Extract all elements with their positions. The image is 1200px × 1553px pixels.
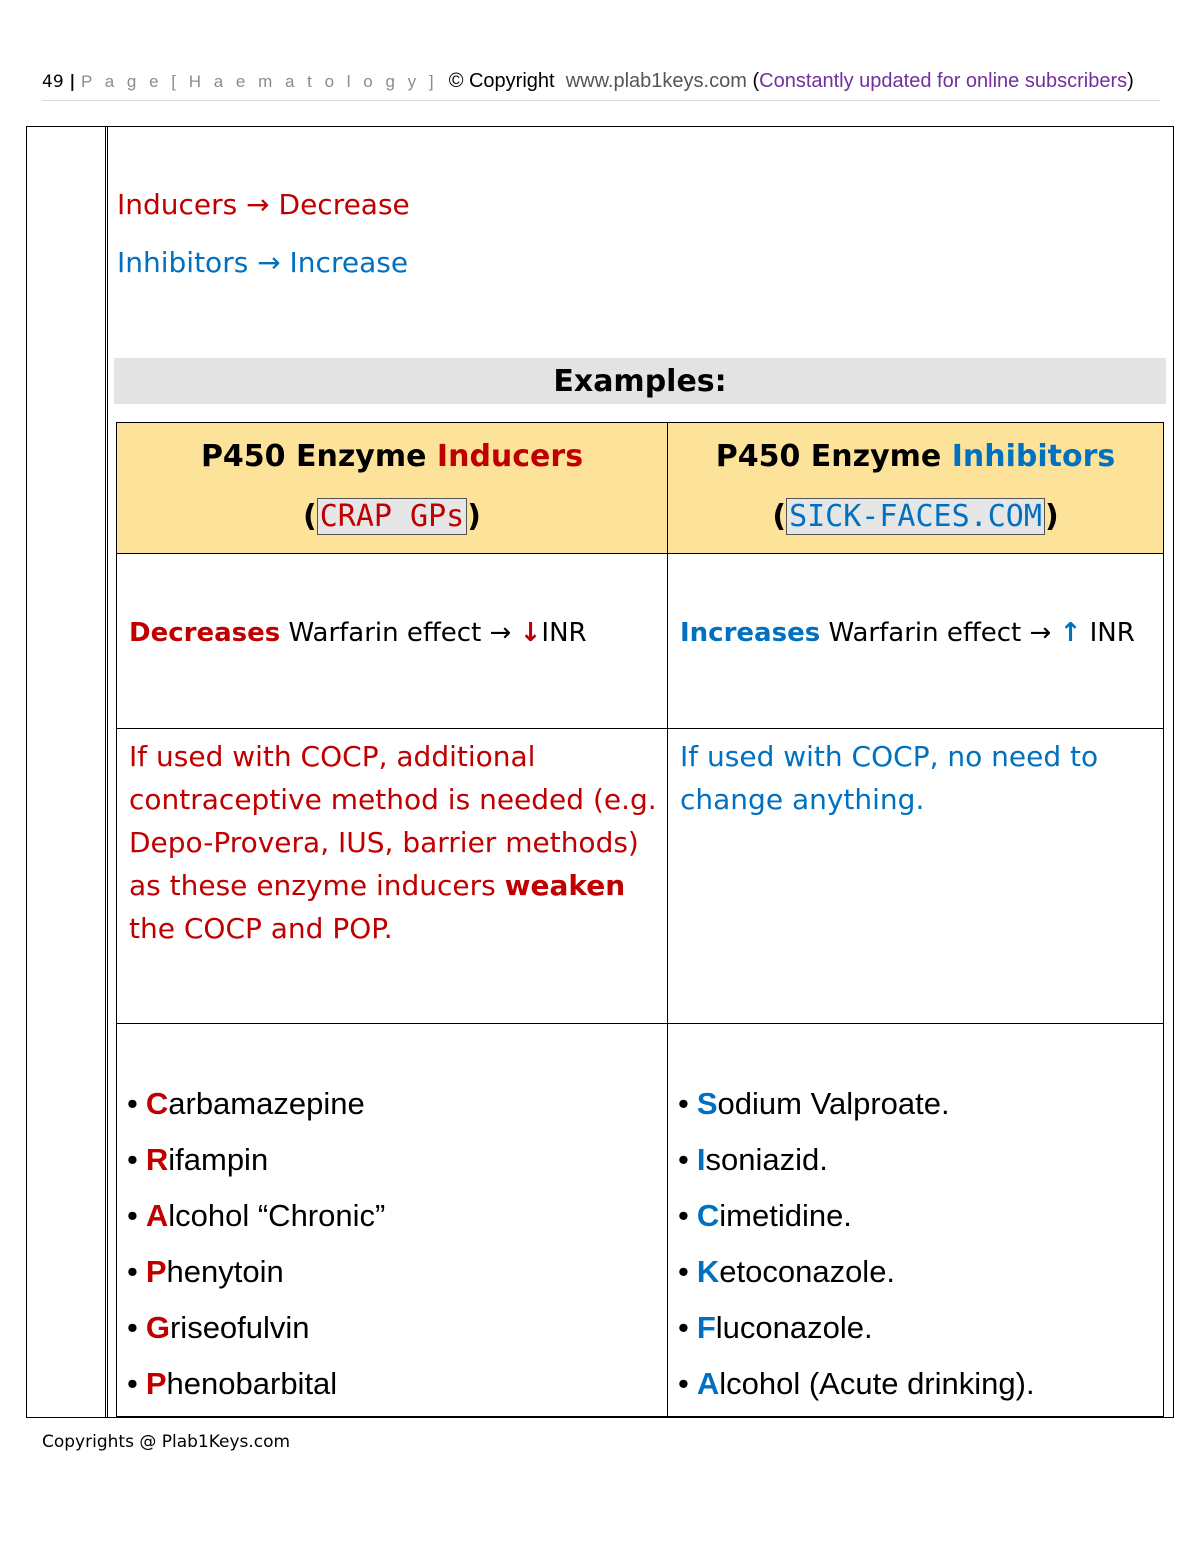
drug-name-rest: odium Valproate. <box>717 1086 950 1121</box>
bullet-icon: • <box>678 1310 689 1345</box>
drug-list-item <box>678 1300 1163 1356</box>
inducers-header-cell <box>117 423 668 554</box>
inducers-rule: Inducers → Decrease <box>117 188 410 221</box>
bullet-icon: • <box>678 1198 689 1233</box>
bullet-icon: • <box>678 1086 689 1121</box>
arrow-down-icon: ↓ <box>519 618 542 648</box>
inducers-cocp-end: the COCP and POP. <box>129 912 393 945</box>
inhibitors-cocp-cell <box>668 729 1164 1024</box>
mnemonic-letter: G <box>145 1310 170 1345</box>
inhibitors-header-cell <box>668 423 1164 554</box>
inducers-list-cell <box>117 1024 668 1417</box>
page-number: 49 <box>42 72 64 92</box>
drug-name-rest: etoconazole. <box>719 1254 896 1289</box>
open-paren: ( <box>752 70 760 92</box>
inducers-warfarin-cell <box>117 554 668 729</box>
mnemonic-letter: A <box>145 1198 169 1233</box>
drug-list-item <box>678 1356 1163 1412</box>
mnemonic-letter: R <box>145 1142 169 1177</box>
mnemonic-letter: C <box>145 1086 169 1121</box>
bullet-icon: • <box>678 1254 689 1289</box>
drug-list-item <box>127 1300 667 1356</box>
inhibitors-header-prefix: P450 Enzyme <box>715 439 952 474</box>
drug-list-item <box>678 1188 1163 1244</box>
mnemonic-letter: F <box>696 1310 716 1345</box>
header-separator: | <box>69 72 76 92</box>
drug-name-rest: imetidine. <box>719 1198 852 1233</box>
inhibitors-warfarin-cell <box>668 554 1164 729</box>
bullet-icon: • <box>678 1142 689 1177</box>
copyright-text: © Copyright <box>448 70 555 92</box>
drug-list-item <box>678 1076 1163 1132</box>
close-paren: ) <box>1127 70 1134 92</box>
drug-name-rest: arbamazepine <box>168 1086 365 1121</box>
mnemonic-letter: C <box>696 1198 720 1233</box>
drug-name-rest: ifampin <box>168 1142 269 1177</box>
inhibitors-mnemonic: SICK-FACES.COM <box>786 498 1045 535</box>
inducers-effect-end: INR <box>541 618 587 648</box>
examples-title: Examples: <box>114 358 1166 404</box>
close-paren: ) <box>467 499 481 534</box>
inducers-header-prefix: P450 Enzyme <box>200 439 437 474</box>
inducers-effect-text: Warfarin effect → <box>280 618 520 648</box>
open-paren: ( <box>772 499 787 534</box>
open-paren: ( <box>303 499 317 534</box>
page-header <box>42 70 1160 101</box>
inducers-cocp-cell <box>117 729 668 1024</box>
drug-list-item <box>678 1244 1163 1300</box>
drug-list-item <box>678 1132 1163 1188</box>
inducers-header-keyword: Inducers <box>436 439 584 474</box>
mnemonic-letter: S <box>696 1086 718 1121</box>
drug-name-rest: lcohol (Acute drinking). <box>719 1366 1035 1401</box>
bullet-icon: • <box>127 1366 138 1401</box>
inducers-cocp-text: If used with COCP, additional contraceptive method is needed (e.g. Depo-Provera, IUS, barrier methods) as these enzyme inducers <box>129 740 657 902</box>
drug-name-rest: soniazid. <box>705 1142 828 1177</box>
drug-name-rest: luconazole. <box>715 1310 873 1345</box>
subscriber-note: Constantly updated for online subscribers <box>759 70 1128 92</box>
inducers-mnemonic: CRAP GPs <box>317 498 468 535</box>
drug-name-rest: henobarbital <box>166 1366 338 1401</box>
bullet-icon: • <box>678 1366 689 1401</box>
mnemonic-letter: P <box>145 1254 167 1289</box>
drug-name-rest: lcohol “Chronic” <box>168 1198 386 1233</box>
inhibitors-rule: Inhibitors → Increase <box>117 246 409 279</box>
page-label: P a g e [ H a e m a t o l o g y ] <box>80 72 438 91</box>
inhibitors-list <box>678 1076 1163 1412</box>
inducers-effect-keyword: Decreases <box>129 618 281 648</box>
inhibitors-list-cell <box>668 1024 1164 1417</box>
bullet-icon: • <box>127 1142 138 1177</box>
inhibitors-effect-text: Warfarin effect → <box>820 618 1060 648</box>
inhibitors-cocp-text: If used with COCP, no need to change anything. <box>680 740 1099 816</box>
inducers-cocp-bold: weaken <box>504 869 626 902</box>
bullet-icon: • <box>127 1198 138 1233</box>
footer-copyright: Copyrights @ Plab1Keys.com <box>42 1432 291 1452</box>
mnemonic-letter: I <box>696 1142 706 1177</box>
drug-name-rest: henytoin <box>166 1254 284 1289</box>
drug-name-rest: riseofulvin <box>169 1310 310 1345</box>
drug-list-item <box>127 1132 667 1188</box>
site-url[interactable]: www.plab1keys.com <box>565 70 747 92</box>
close-paren: ) <box>1044 499 1059 534</box>
drug-list-item <box>127 1188 667 1244</box>
inhibitors-effect-keyword: Increases <box>680 618 821 648</box>
arrow-up-icon: ↑ <box>1059 618 1082 648</box>
margin-rule-inner <box>107 127 108 1417</box>
bullet-icon: • <box>127 1254 138 1289</box>
drug-list-item <box>127 1076 667 1132</box>
bullet-icon: • <box>127 1086 138 1121</box>
drug-list-item <box>127 1244 667 1300</box>
bullet-icon: • <box>127 1310 138 1345</box>
inducers-list <box>127 1076 667 1412</box>
mnemonic-letter: P <box>145 1366 167 1401</box>
mnemonic-letter: K <box>696 1254 720 1289</box>
mnemonic-letter: A <box>696 1366 720 1401</box>
inhibitors-header-keyword: Inhibitors <box>951 439 1116 474</box>
inhibitors-effect-end: INR <box>1081 618 1135 648</box>
margin-rule <box>105 127 106 1417</box>
enzyme-table <box>116 422 1164 1417</box>
drug-list-item <box>127 1356 667 1412</box>
